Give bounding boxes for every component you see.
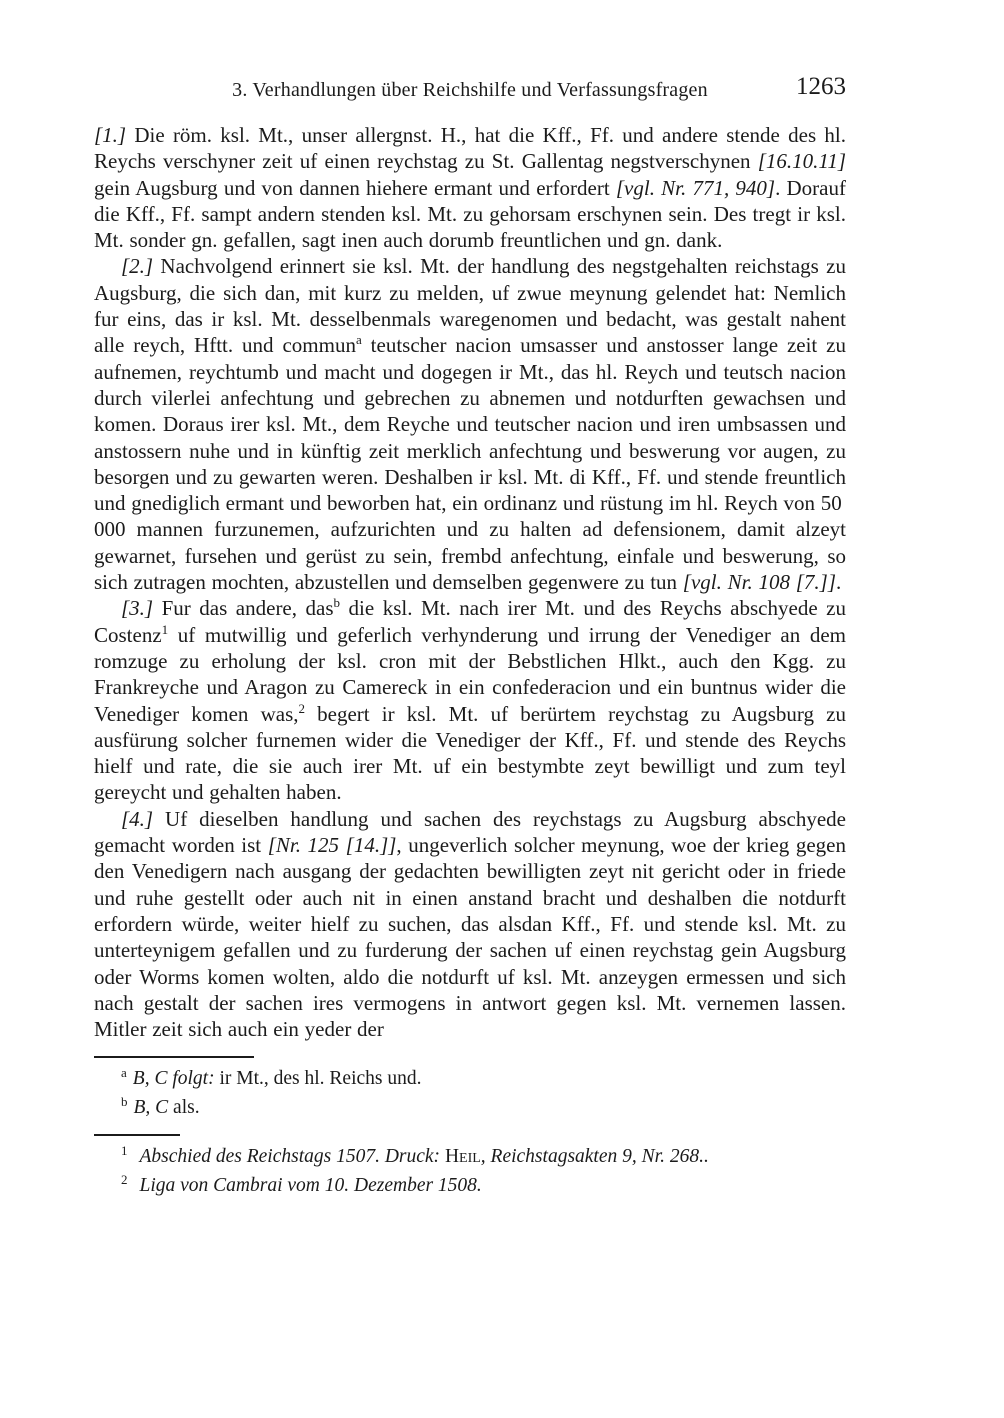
footnote-text bbox=[133, 1068, 422, 1089]
text-segment: . Dorauf die Kff., Ff. sampt andern stenden ksl. Mt. zu gehorsam erschynen sein. Des tregt ir ksl. Mt. sonder gn. gefallen, sagt inen auch dorumb freuntlichen und gn. dank. bbox=[94, 175, 846, 253]
paragraph bbox=[94, 595, 846, 805]
footnote-text bbox=[140, 1146, 709, 1167]
letter-footnote-separator-rule bbox=[94, 1056, 254, 1058]
footnote-reference-mark: 2 bbox=[298, 700, 306, 716]
main-text bbox=[94, 122, 846, 1042]
text-segment: B, C bbox=[133, 1097, 169, 1119]
numbered-footnotes-section bbox=[94, 1142, 846, 1200]
text-segment: [Nr. 125 [14.]] bbox=[267, 833, 397, 858]
text-segment: als. bbox=[168, 1097, 200, 1119]
text-segment: gein Augsburg und von dannen hiehere ermant und erfordert bbox=[94, 175, 616, 200]
text-segment: [16.10.11] bbox=[757, 149, 846, 174]
text-segment: , ungeverlich solcher meynung, woe der krieg gegen den Venedigern nach ausgang der gedachten bewilligten zeyt nit gericht oder in friede und ruhe gestellt oder auch nit in einen anstand bracht und deshalben die notdurft erfordern würde, weiter hielf zu suchen, das alsdan Kff., Ff. und stende ksl. Mt. zu unterteynigem gefallen und zu furderung der sachen uf einen reychstag gein Augsburg oder Worms komen wolten, aldo die notdurft uf ksl. Mt. anzeygen ermessen und sich nach gestalt der sachen ires vermogens in antwort gegen ksl. Mt. vernemen lassen. Mitler zeit sich auch ein yeder der bbox=[94, 833, 847, 1042]
text-segment: Heil bbox=[444, 1146, 481, 1168]
footnote bbox=[94, 1093, 846, 1122]
text-segment: Die röm. ksl. Mt., unser allergnst. H., hat die Kff., Ff. und andere stende des hl. Reychs verschyner zeit uf einen reychstag zu St. Gallentag negstverschynen bbox=[94, 123, 846, 174]
footnote-marker: 2 bbox=[121, 1171, 128, 1187]
footnote-text bbox=[134, 1097, 200, 1118]
text-segment: Liga von Cambrai vom 10. Dezember 1508. bbox=[139, 1175, 482, 1197]
text-segment: uf mutwillig und geferlich verhynderung und irrung der Venediger an dem romzuge zu erholung der ksl. cron mit der Bebstlichen Hlkt., auch den Kgg. zu Frankreyche und Aragon zu Camereck in ein confederacion und ein buntnus wider die Venediger komen was, bbox=[94, 622, 846, 726]
text-segment: Abschied des Reichstags 1507. Druck: bbox=[139, 1146, 445, 1168]
running-head: 3. Verhandlungen über Reichshilfe und Verfassungsfragen bbox=[232, 79, 708, 101]
numbered-footnote-separator-rule bbox=[94, 1134, 180, 1136]
text-segment: begert ir ksl. Mt. uf berürtem reychstag zu Augsburg zu ausfürung solcher furnemen wider die Venediger der Kff., Ff. und stende des Reychs hielf und rate, die sie auch irer Mt. uf ein bestymbte zeyt bewilligt und zum teyl gereycht und gehalten haben. bbox=[94, 701, 846, 805]
text-segment: teutscher nacion umsasser und anstosser lange zeit zu aufnemen, reychtumb und macht und dogegen ir Mt., das hl. Reych und teutsch nacion durch vilerlei anfechtung und gebrechen zu abnemen und notdurften gewachsen und komen. Doraus irer ksl. Mt., dem Reyche und teutscher nacion und iren umbsassen und anstossern nuhe und in künftig zeit merklich anfechtung und beswerung vor augen, zu besorgen und zu gewarten weren. Deshalben ir ksl. Mt. di Kff., Ff. und stende freuntlich und gnediglich ermant und beworben hat, ein ordinanz und rüstung im hl. Reych von 50 000 mannen furzunemen, aufzurichten und zu halten ad defensionem, damit alzeyt gewarnet, fursehen und gerüst zu sein, frembd anfechtung, einfale und beswerung, so sich zutragen mochten, abzustellen und demselben gegenwere zu tun bbox=[94, 333, 846, 595]
text-segment: [vgl. Nr. 108 [7.]] bbox=[682, 570, 836, 595]
footnote-text bbox=[140, 1175, 482, 1196]
paragraph bbox=[94, 122, 846, 253]
text-segment: Nachvolgend erinnert sie ksl. Mt. der handlung des negstgehalten reichstags zu Augsburg, die sich dan, mit kurz zu melden, uf zwue meynung gelendet hat: Nemlich fur eins, das ir ksl. Mt. desselbenmals waregenomen und bedacht, was gestalt nahent alle reych, Hftt. und commun bbox=[94, 254, 846, 358]
footnote-marker: b bbox=[121, 1093, 128, 1109]
letter-footnotes-section bbox=[94, 1064, 846, 1122]
text-segment: , Reichstagsakten 9, Nr. 268.. bbox=[480, 1146, 709, 1168]
text-segment: Uf dieselben handlung und sachen des reychstags zu Augsburg abschyede gemacht worden ist bbox=[94, 806, 846, 858]
paragraph bbox=[94, 253, 846, 595]
text-segment: [3.] bbox=[121, 596, 162, 621]
text-segment: [1.] bbox=[94, 123, 135, 147]
page-header bbox=[94, 73, 846, 106]
footnote-marker: 1 bbox=[121, 1142, 128, 1158]
text-segment: B, C folgt: bbox=[132, 1068, 215, 1090]
footnote bbox=[94, 1064, 846, 1093]
footnote bbox=[94, 1171, 846, 1200]
footnote-reference-mark: 1 bbox=[161, 621, 169, 637]
paragraph bbox=[94, 806, 846, 1043]
text-segment: [4.] bbox=[121, 806, 166, 831]
page-number: 1263 bbox=[796, 73, 846, 100]
text-segment: [vgl. Nr. 771, 940] bbox=[615, 175, 776, 200]
footnote-marker: a bbox=[121, 1064, 127, 1080]
footnote bbox=[94, 1142, 846, 1171]
text-segment: ir Mt., des hl. Reichs und. bbox=[214, 1068, 422, 1090]
footnote-reference-mark: b bbox=[333, 595, 341, 611]
text-segment: die ksl. Mt. nach irer Mt. und des Reychs abschyede zu Costenz bbox=[94, 596, 846, 647]
text-segment: . bbox=[836, 570, 842, 595]
text-segment: [2.] bbox=[121, 254, 161, 279]
text-segment: Fur das andere, das bbox=[161, 596, 334, 621]
footnote-reference-mark: a bbox=[355, 332, 362, 348]
